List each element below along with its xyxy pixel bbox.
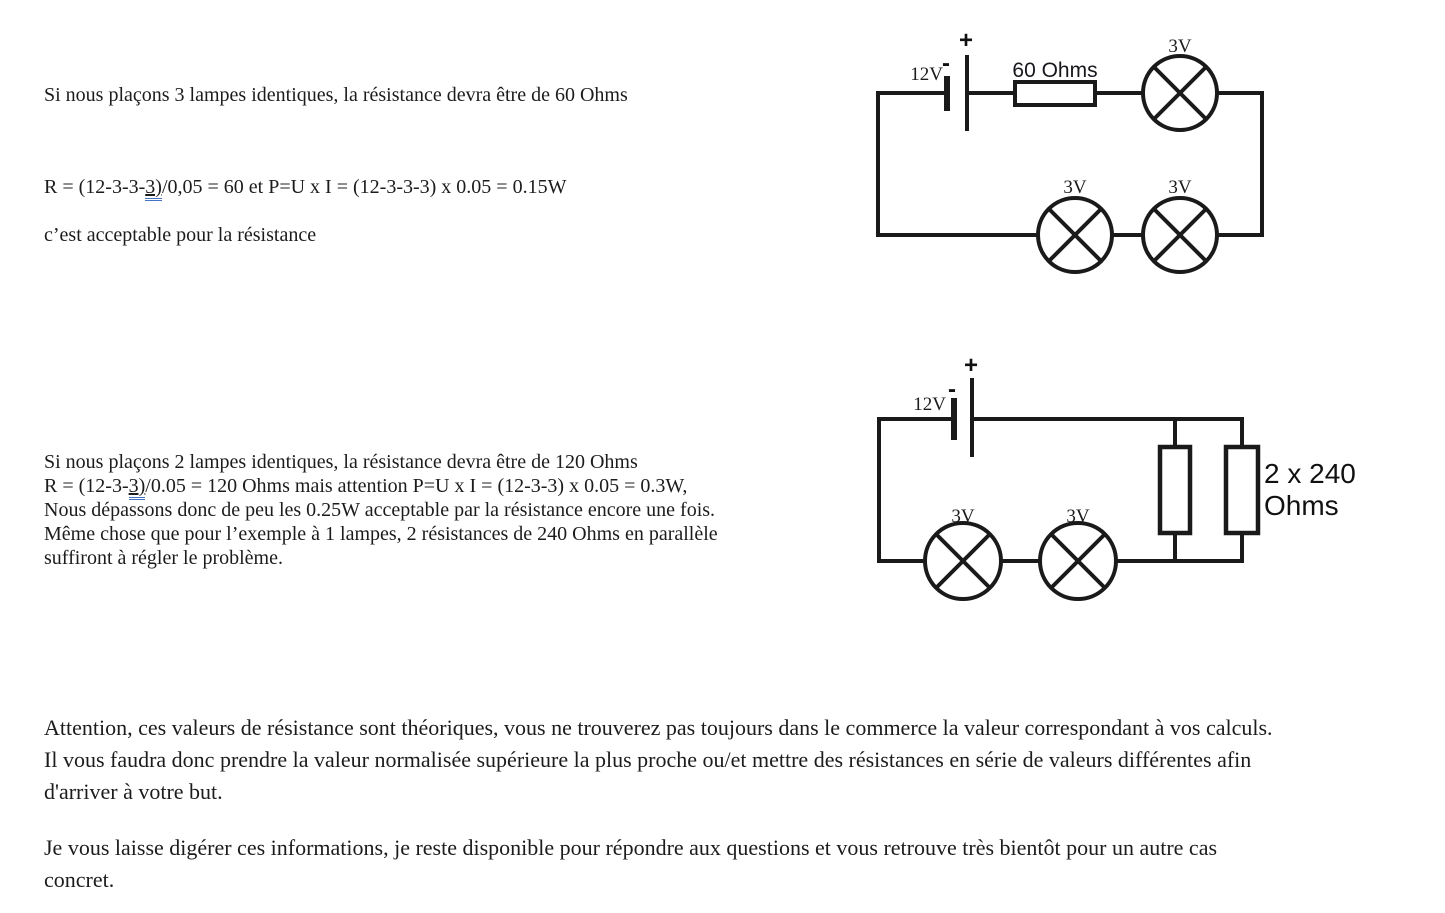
two-lamps-formula-prefix: R = (12-3- bbox=[44, 475, 129, 497]
two-lamps-formula-underlined: 3) bbox=[129, 475, 146, 500]
two-lamps-paragraph bbox=[44, 450, 718, 570]
intro-formula-underlined: 3) bbox=[145, 176, 162, 201]
parallel-resistors-label-line1: 2 x 240 bbox=[1264, 458, 1356, 489]
battery-icon bbox=[947, 55, 967, 131]
battery-plus-label: + bbox=[958, 27, 974, 54]
lamp-right-voltage-label: 3V bbox=[1066, 506, 1090, 527]
two-lamps-line-4: Même chose que pour l’exemple à 1 lampes, 2 résistances de 240 Ohms en parallèle bbox=[44, 523, 718, 545]
lamp-icon-left bbox=[925, 523, 1001, 599]
intro-formula-suffix: /0,05 = 60 et P=U x I = (12-3-3-3) x 0.05 = 0.15W bbox=[161, 176, 567, 198]
two-lamps-line-3: Nous dépassons donc de peu les 0.25W acceptable par la résistance encore une fois. bbox=[44, 499, 716, 521]
closing-line-1: Je vous laisse digérer ces informations, je reste disponible pour répondre aux questions et vous retrouve très bientôt pour un autre cas bbox=[44, 835, 1218, 860]
battery-plus-label: + bbox=[963, 352, 979, 379]
battery-voltage-label: 12V bbox=[913, 394, 946, 415]
two-lamps-line-5: suffiront à régler le problème. bbox=[44, 547, 283, 569]
battery-minus-label: - bbox=[948, 376, 956, 403]
two-lamps-formula-line bbox=[44, 474, 718, 498]
lamp-icon-top bbox=[1143, 56, 1217, 130]
resistor-icon-left bbox=[1160, 447, 1190, 533]
battery-icon bbox=[954, 378, 972, 457]
attention-line-3: d'arriver à votre but. bbox=[44, 779, 223, 804]
resistor-value-label: 60 Ohms bbox=[1012, 59, 1098, 82]
closing-line-2: concret. bbox=[44, 867, 115, 892]
lamp-top-voltage-label: 3V bbox=[1168, 36, 1192, 57]
lamp-icon-right bbox=[1040, 523, 1116, 599]
circuit-diagram-three-lamps bbox=[855, 10, 1285, 290]
resistor-icon-right bbox=[1226, 447, 1258, 533]
lamp-bottom-right-voltage-label: 3V bbox=[1168, 177, 1192, 198]
attention-paragraph bbox=[44, 712, 1273, 808]
intro-line-1: Si nous plaçons 3 lampes identiques, la résistance devra être de 60 Ohms bbox=[44, 84, 628, 106]
lamp-bottom-left-voltage-label: 3V bbox=[1063, 177, 1087, 198]
two-lamps-formula-suffix: /0.05 = 120 Ohms mais attention P=U x I = (12-3-3) x 0.05 = 0.3W, bbox=[145, 475, 688, 497]
attention-line-1: Attention, ces valeurs de résistance sont théoriques, vous ne trouverez pas toujours dans le commerce la valeur correspondant à vos calculs. bbox=[44, 715, 1273, 740]
attention-line-2: Il vous faudra donc prendre la valeur normalisée supérieure la plus proche ou/et mettre des résistances en série de valeurs différentes afin bbox=[44, 747, 1252, 772]
intro-formula-prefix: R = (12-3-3- bbox=[44, 176, 146, 198]
circuit-diagram-two-lamps bbox=[860, 352, 1390, 612]
lamp-left-voltage-label: 3V bbox=[951, 506, 975, 527]
parallel-resistors-label-line2: Ohms bbox=[1264, 490, 1339, 521]
lamp-icon-bottom-right bbox=[1143, 198, 1217, 272]
battery-minus-label: - bbox=[942, 50, 950, 77]
intro-line-3: c’est acceptable pour la résistance bbox=[44, 224, 317, 246]
two-lamps-line-1: Si nous plaçons 2 lampes identiques, la résistance devra être de 120 Ohms bbox=[44, 451, 638, 473]
lamp-icon-bottom-left bbox=[1038, 198, 1112, 272]
resistor-icon bbox=[1015, 82, 1095, 105]
closing-paragraph bbox=[44, 832, 1217, 896]
intro-formula-line bbox=[44, 176, 566, 199]
wire-top bbox=[972, 419, 1242, 447]
battery-voltage-label: 12V bbox=[910, 64, 943, 85]
